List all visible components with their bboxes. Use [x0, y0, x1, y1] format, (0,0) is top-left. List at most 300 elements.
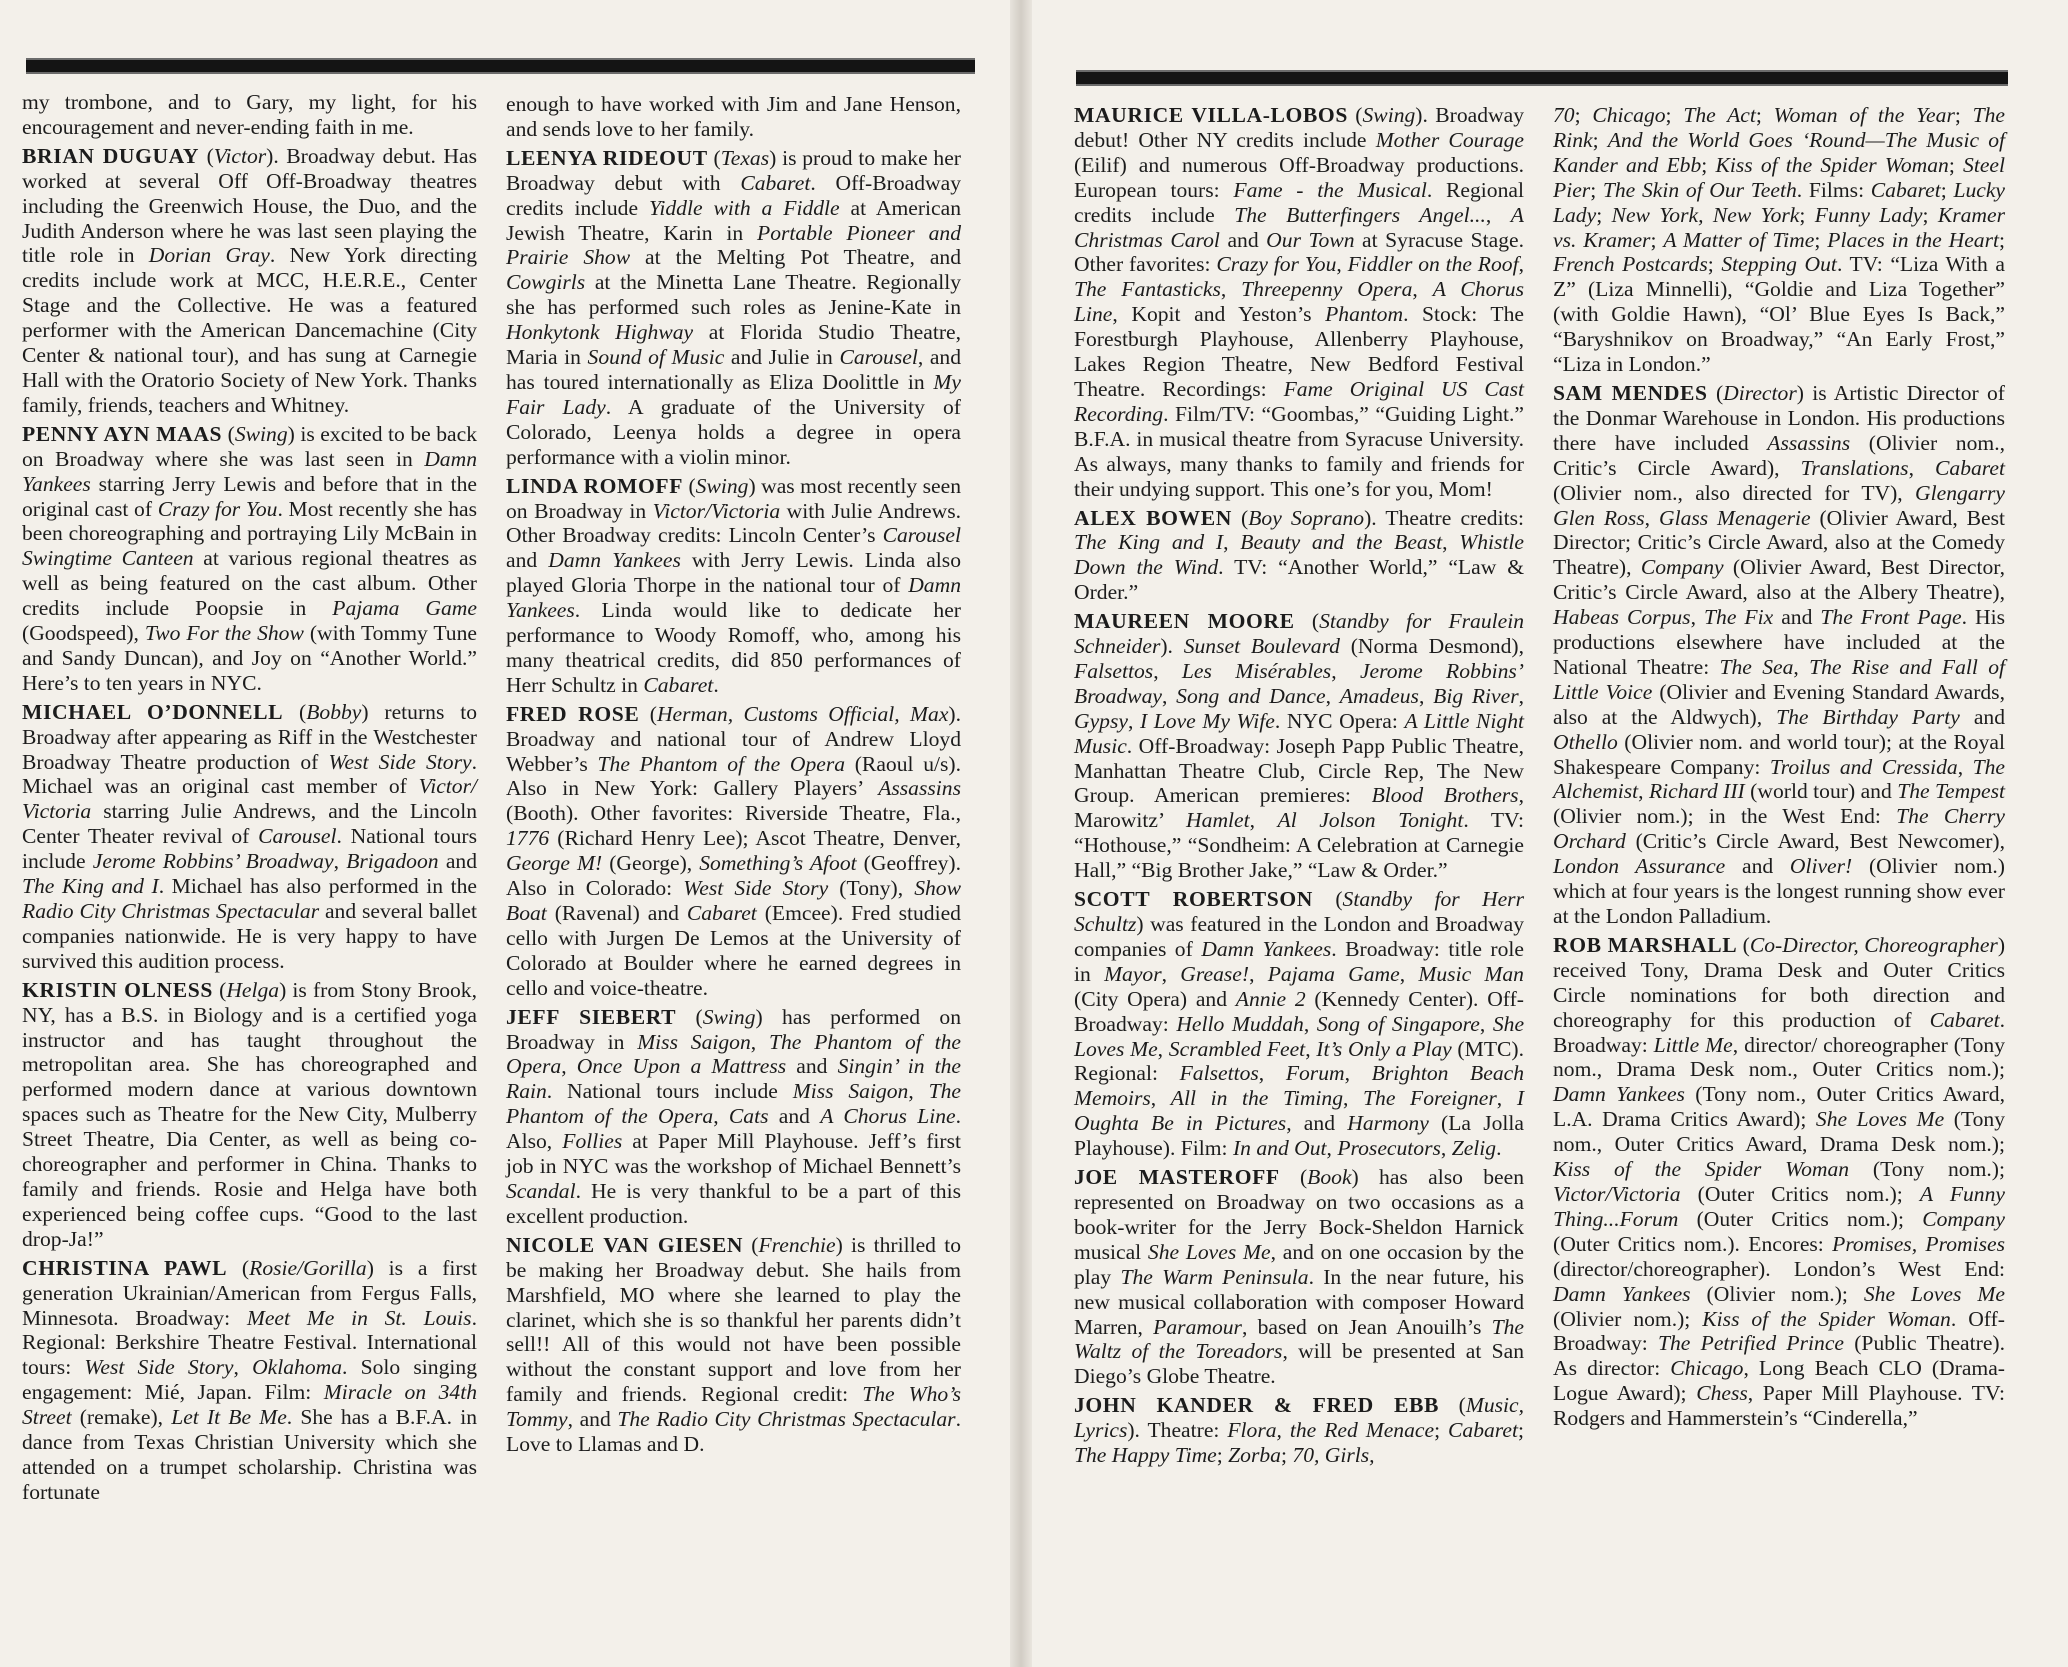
production-title: Fame - the Musical — [1233, 177, 1427, 202]
production-title: Jerome Robbins’ Broadway — [92, 849, 334, 874]
bio-text: , and — [1286, 1111, 1348, 1136]
bio-text: . National tours include — [546, 1079, 793, 1104]
production-title: Yiddle with a Fiddle — [648, 195, 840, 220]
performer-name: JOHN KANDER & FRED EBB — [1074, 1393, 1440, 1418]
bio-text: (Tony), — [828, 876, 915, 901]
bio-text: (Olivier nom.); — [1553, 1306, 1703, 1331]
production-title: A Matter of Time — [1663, 227, 1815, 252]
bio-text: . Michael has also performed in the — [158, 874, 477, 899]
bio-text: (Outer Critics nom.); — [1680, 1181, 1920, 1206]
bio-text: . Love to Llamas and D. — [506, 1407, 961, 1457]
bio-text: . — [1496, 1136, 1502, 1161]
production-title: West Side Story — [84, 1355, 234, 1380]
production-title: Victor/ Victoria — [22, 774, 477, 824]
production-title: Phantom — [1325, 302, 1404, 327]
production-title: Song of Singapore — [1316, 1011, 1480, 1036]
bio-text: (Olivier and Evening Standard Awards, also at the Aldwych), — [1553, 679, 2005, 729]
production-title: Les Misérables — [1181, 658, 1332, 683]
bio-text: , — [1223, 530, 1241, 555]
bio-text: . He is very thankful to be a part of this excellent production. — [506, 1178, 961, 1228]
bio-paragraph — [506, 474, 961, 698]
production-title: Cabaret — [1870, 177, 1941, 202]
production-title: The Act — [1683, 103, 1756, 127]
bio-text: (Ravenal) and — [546, 901, 687, 925]
production-title: The King and I — [22, 874, 159, 899]
production-title: Victor/Victoria — [652, 498, 781, 523]
production-title: Scandal — [506, 1178, 576, 1203]
bio-paragraph — [22, 978, 477, 1252]
production-title: Damn Yankees — [1201, 936, 1332, 961]
bio-text: starring Jerry Lewis and before that in the original cast of — [22, 471, 477, 521]
bio-text: (Olivier nom., Critic’s Circle Award), — [1553, 430, 2005, 480]
bio-text: (Eilif) and numerous Off-Broadway productions. European tours: — [1074, 152, 1524, 202]
bio-text: ; — [1650, 227, 1664, 252]
page-gutter — [1010, 0, 1032, 1667]
production-title: Brighton Beach Memoirs — [1074, 1061, 1525, 1111]
production-title: A Little Night Music — [1074, 708, 1525, 758]
bio-text: , — [1249, 808, 1278, 833]
bio-text: ). — [1160, 634, 1184, 659]
bio-text: and — [1219, 227, 1267, 252]
production-title: Oliver! — [1789, 854, 1853, 879]
bio-text: ) is excited to be back on Broadway where she was last seen in — [22, 421, 477, 471]
performer-name: CHRISTINA PAWL — [22, 1255, 228, 1280]
bio-paragraph — [506, 146, 961, 470]
production-title: Cabaret — [643, 672, 714, 697]
bio-text: (Olivier Award, Best Director, Critic’s Circle Award, also at the Albery Theatre), — [1553, 555, 2005, 605]
bio-paragraph — [1074, 887, 1524, 1161]
production-title: Lucky Lady — [1553, 177, 2005, 227]
performer-name: BRIAN DUGUAY — [22, 143, 200, 168]
production-title: Mayor — [1104, 961, 1162, 986]
production-title: Cabaret — [686, 901, 757, 925]
production-title: Company — [1640, 555, 1724, 580]
production-title: Damn Yankees — [1553, 1281, 1691, 1306]
bio-text: ( — [199, 143, 214, 168]
bio-paragraph — [22, 422, 477, 696]
bio-paragraph — [1074, 103, 1524, 502]
bio-text: , — [1690, 605, 1705, 630]
bio-text: (Olivier nom., also directed for TV), — [1553, 480, 1916, 505]
production-title: The Fix — [1704, 605, 1774, 630]
bio-text: . NYC Opera: — [1274, 708, 1405, 733]
production-title: I Love My Wife — [1139, 708, 1275, 733]
bio-text: (Norma Desmond), — [1339, 634, 1524, 659]
bio-text: at the Melting Pot Theatre, and — [630, 245, 961, 270]
bio-text: ; — [1999, 227, 2006, 252]
bio-text: (with Tommy Tune and Sandy Duncan), and Joy on “Another World.” Here’s to ten years in NYC. — [22, 621, 477, 695]
bio-text: (Kennedy Center). Off-Broadway: — [1074, 986, 1524, 1036]
production-title: All in the Timing — [1170, 1086, 1344, 1111]
bio-text: , — [1485, 202, 1511, 227]
role-name: Bobby — [306, 699, 362, 724]
production-title: Company — [1922, 1206, 2005, 1231]
production-title: Chicago — [1670, 1356, 1744, 1381]
bio-text: and — [1959, 704, 2006, 729]
bio-text: , — [1150, 1086, 1171, 1111]
bio-text: , will be presented at San Diego’s Globe Theatre. — [1074, 1339, 1524, 1389]
bio-paragraph — [22, 1256, 477, 1505]
bio-text: , — [1249, 961, 1268, 986]
production-title: Paramour — [1153, 1314, 1242, 1339]
bio-text: ; — [1592, 127, 1608, 152]
bio-text: , — [1793, 654, 1810, 679]
bio-text: , and on one occasion by the play — [1074, 1239, 1524, 1289]
bio-text: ). Theatre: — [1127, 1418, 1228, 1443]
bio-text: ( — [1439, 1393, 1466, 1418]
bio-text: , — [1418, 683, 1434, 708]
production-title: 70, Girls, — [1292, 1443, 1375, 1468]
bio-text: (Emcee). Fred studied cello with Jurgen De Lemos at the University of Colorado at Boulder where he earned degrees in cello and voice-theatre. — [506, 901, 961, 1000]
bio-text: , and has toured internationally as Eliza Doolittle in — [506, 345, 961, 394]
production-title: Fame Original US Cast Recording — [1074, 376, 1524, 426]
bio-text: . Stock: The Forestburgh Playhouse, Allenberry Playhouse, Lakes Region Theatre, New Bedford Festival Theatre. Recordings: — [1074, 302, 1524, 401]
bio-text: and — [506, 548, 549, 573]
production-title: Let It Be Me — [171, 1405, 287, 1430]
bio-text: , — [1908, 455, 1936, 480]
production-title: The Rise and Fall of Little Voice — [1553, 654, 2006, 704]
bio-text: , — [908, 1079, 929, 1104]
performer-name: LINDA ROMOFF — [506, 473, 684, 498]
bio-text: ). Broadway debut. Has worked at several Off Off-Broadway theatres including the Greenwich House, the Duo, and the Judith Anderson where he was last seen playing the title role in — [22, 143, 477, 268]
production-title: The Cherry Orchard — [1553, 804, 2006, 854]
bio-paragraph — [1553, 381, 2005, 929]
production-title: Falsettos — [1074, 658, 1154, 683]
production-title: She Loves Me — [1147, 1239, 1271, 1264]
production-title: Sound of Music — [587, 345, 725, 370]
bio-text: , Marowitz’ — [1074, 783, 1524, 833]
role-name: Texas — [720, 145, 770, 170]
bio-text: , — [1153, 658, 1182, 683]
bio-text: (Outer Critics nom.); — [1678, 1206, 1923, 1231]
bio-text: (City Opera) and — [1074, 986, 1236, 1011]
production-title: Damn Yankees — [506, 573, 961, 623]
production-title: Victor/Victoria — [1553, 1181, 1681, 1206]
bio-text: , — [1336, 252, 1348, 277]
role-name: Rosie/Gorilla — [249, 1255, 367, 1280]
production-title: The Phantom of the Opera — [506, 1029, 961, 1079]
production-title: The Rink — [1553, 103, 2005, 152]
bio-text: my trombone, and to Gary, my light, for his encouragement and never-ending faith in me. — [22, 90, 477, 139]
bio-text: ; — [1707, 252, 1722, 277]
performer-name: ROB MARSHALL — [1553, 932, 1738, 957]
bio-text: ; — [1518, 1418, 1524, 1443]
bio-text: at the Minetta Lane Theatre. Regionally she has performed such roles as Jenine-Kate in — [506, 270, 961, 320]
bio-text: , — [1518, 252, 1524, 277]
production-title: Singin’ in the Rain — [506, 1054, 961, 1104]
bio-text: ( — [227, 1255, 250, 1280]
performer-name: KRISTIN OLNESS — [22, 977, 213, 1002]
bio-text: , — [1127, 708, 1140, 733]
bio-text: (Critic’s Circle Award, Best Newcomer), — [1625, 829, 2005, 854]
bio-text: ; — [1216, 1443, 1229, 1468]
bio-text: , — [1638, 779, 1649, 804]
role-name: Swing — [234, 421, 288, 446]
bio-paragraph — [22, 700, 477, 974]
production-title: Cabaret — [740, 170, 811, 195]
bio-text: ( — [1313, 887, 1343, 912]
bio-text: , — [1325, 683, 1340, 708]
production-title: Glass Menagerie — [1658, 505, 1811, 530]
bio-text: . — [713, 672, 719, 697]
bio-column-1 — [22, 90, 477, 1509]
production-title: Two For the Show — [144, 621, 304, 646]
production-title: West Side Story — [683, 876, 829, 901]
bio-text: . Regional: Berkshire Theatre Festival. International tours: — [22, 1305, 477, 1380]
bio-text: . Broadway: title role in — [1074, 936, 1524, 986]
role-name: Standby for Fraulein Schneider — [1074, 609, 1525, 659]
production-title: Portable Pioneer and Prairie Show — [506, 220, 961, 270]
role-name: Co-Director, Choreographer — [1749, 932, 1998, 957]
bio-text: , — [1479, 1011, 1493, 1036]
production-title: Falsettos — [1179, 1061, 1259, 1086]
bio-text: . Linda would like to dedicate her performance to Woody Romoff, who, among his many theatrical credits, did 850 performances of Herr Schultz in — [506, 598, 961, 697]
bio-text: (Booth). Other favorites: Riverside Theatre, Fla., — [506, 801, 961, 826]
production-title: In and Out — [1232, 1136, 1327, 1161]
production-title: Stepping Out — [1721, 252, 1837, 277]
bio-text: , — [1442, 530, 1460, 555]
production-title: The Birthday Party — [1776, 704, 1960, 729]
bio-text: . New York directing credits include work at MCC, H.E.R.E., Center Stage and the Collective. He was a featured performer with the American Dancemachine (City Center & national tour), and has sung at Carnegie Hall with the Oratorio Society of New York. Thanks family, friends, teachers and Whitney. — [22, 243, 477, 417]
production-title: Beauty and the Beast — [1240, 530, 1443, 555]
bio-text: , — [713, 1104, 729, 1129]
bio-text: , Long Beach CLO (Drama-Logue Award); — [1553, 1356, 2005, 1406]
production-title: Our Town — [1266, 227, 1355, 252]
production-title: Forum — [1285, 1061, 1345, 1086]
bio-text: , — [1331, 658, 1360, 683]
role-name: Frenchie — [758, 1232, 836, 1257]
bio-text: , and — [567, 1407, 618, 1432]
performer-name: LEENYA RIDEOUT — [506, 145, 708, 170]
production-title: The Petrified Prince — [1658, 1331, 1844, 1356]
bio-paragraph — [1074, 506, 1524, 606]
right-header-rule — [1076, 70, 2008, 86]
bio-text: , — [1518, 683, 1525, 708]
bio-text: ). Broadway and national tour of Andrew Lloyd Webber’s — [506, 701, 961, 776]
production-title: Honkytonk Highway — [506, 320, 694, 345]
production-title: Little Me — [1653, 1032, 1733, 1057]
bio-text: (Olivier nom.) which at four years is the longest running show ever at the London Palladium. — [1553, 854, 2005, 928]
bio-text: . Film/TV: “Goombas,” “Guiding Light.” B.F.A. in musical theatre from Syracuse University. As always, many thanks to family and friends for their undying support. This one’s for you, Mom! — [1074, 401, 1524, 501]
performer-name: JOE MASTEROFF — [1074, 1165, 1280, 1190]
production-title: Chicago — [1592, 103, 1666, 127]
bio-text: (Tony nom., Outer Critics Award, Drama Desk nom.); — [1553, 1107, 2005, 1157]
bio-text: , — [1326, 1136, 1338, 1161]
bio-paragraph — [506, 1233, 961, 1457]
production-title: Flora, the Red Menace — [1227, 1418, 1435, 1443]
production-title: Miss Saigon — [637, 1029, 751, 1054]
bio-text: (world tour) and — [1744, 779, 1898, 804]
performer-name: ALEX BOWEN — [1074, 505, 1232, 530]
production-title: Kiss of the Spider Woman — [1702, 1306, 1951, 1331]
bio-text: ) was most recently seen on Broadway in — [506, 473, 961, 523]
bio-text: with Julie Andrews. Other Broadway credits: Lincoln Center’s — [506, 498, 961, 548]
bio-text: and — [1725, 854, 1790, 879]
production-title: Something’s Afoot — [699, 851, 857, 876]
production-title: The Skin of Our Teeth — [1602, 177, 1797, 202]
role-name: Victor — [213, 143, 267, 168]
production-title: She Loves Me — [1074, 1011, 1525, 1061]
bio-text: ; — [1574, 103, 1593, 127]
bio-text: (La Jolla Playhouse). Film: — [1074, 1111, 1524, 1161]
bio-text: , — [1644, 505, 1659, 530]
bio-text: , Kopit and Yeston’s — [1112, 302, 1326, 327]
bio-text: , — [1161, 683, 1177, 708]
production-title: London Assurance — [1553, 854, 1726, 879]
bio-paragraph — [22, 144, 477, 418]
bio-text: . In the near future, his new musical collaboration with composer Howard Marren, — [1074, 1264, 1525, 1339]
bio-text: ( — [707, 145, 721, 170]
production-title: Promises, Promises — [1832, 1231, 2005, 1256]
production-title: Othello — [1553, 729, 1618, 754]
production-title: Damn Yankees — [1553, 1082, 1685, 1107]
production-title: 1776 — [506, 826, 550, 851]
bio-text: ) is thrilled to be making her Broadway debut. She hails from Marshfield, MO where she learned to play the clarinet, which she is so thankful her parents didn’t sell!! All of this would not have been possible without the constant support and love from her family and friends. Regional credit: — [506, 1232, 961, 1407]
bio-column-4 — [1553, 103, 2005, 1435]
bio-text: ; — [1940, 177, 1954, 202]
production-title: Cats — [728, 1104, 769, 1129]
production-title: Glengarry Glen Ross — [1553, 480, 2005, 530]
performer-name: MAURICE VILLA-LOBOS — [1074, 103, 1348, 127]
bio-paragraph — [1553, 103, 2005, 377]
performer-name: JEFF SIEBERT — [506, 1004, 677, 1029]
production-title: Threepenny Opera — [1241, 277, 1413, 302]
bio-paragraph — [22, 90, 477, 140]
production-title: French Postcards — [1553, 252, 1708, 277]
bio-text: ) returns to Broadway after appearing as Riff in the Westchester Broadway Theatre production of — [22, 699, 477, 774]
role-name: Director — [1723, 380, 1797, 405]
production-title: Swingtime Canteen — [22, 546, 194, 571]
bio-text: ; — [1596, 202, 1612, 227]
performer-name: SCOTT ROBERTSON — [1074, 887, 1313, 912]
production-title: Habeas Corpus — [1553, 605, 1691, 630]
bio-text: (Tony nom.); — [1849, 1157, 2005, 1182]
production-title: Hamlet — [1186, 808, 1250, 833]
bio-text: and — [786, 1054, 838, 1079]
production-title: The Phantom of the Opera — [506, 1079, 962, 1129]
bio-text: and — [768, 1104, 821, 1129]
production-title: The Waltz of the Toreadors — [1074, 1314, 1524, 1364]
bio-text: at American Jewish Theatre, Karin in — [506, 195, 961, 245]
bio-text: . Also, — [506, 1104, 961, 1154]
production-title: The Sea — [1719, 654, 1794, 679]
bio-text: ( — [1737, 932, 1750, 957]
bio-text: ( — [283, 699, 307, 724]
bio-text: (director/choreographer). London’s West End: — [1553, 1256, 2005, 1281]
bio-text: (remake), — [71, 1405, 172, 1430]
bio-text: , — [1303, 1011, 1317, 1036]
production-title: Chess — [1696, 1381, 1748, 1406]
bio-text: ; — [1814, 227, 1828, 252]
role-name: Standby for Herr Schultz — [1074, 887, 1524, 936]
bio-paragraph — [1074, 1165, 1524, 1389]
role-name: Boy Soprano — [1248, 505, 1365, 530]
production-title: The Butterfingers Angel... — [1234, 202, 1486, 227]
production-title: Crazy for You — [157, 496, 278, 521]
bio-text: . Michael was an original cast member of — [22, 749, 477, 799]
production-title: A Funny Thing...Forum — [1553, 1181, 2005, 1231]
bio-paragraph — [1074, 1393, 1524, 1468]
production-title: Amadeus — [1339, 683, 1419, 708]
production-title: Carousel — [882, 523, 961, 548]
production-title: Grease! — [1180, 961, 1250, 986]
production-title: 70 — [1553, 103, 1575, 127]
performer-name: MICHAEL O’DONNELL — [22, 699, 284, 724]
production-title: Miracle on 34th Street — [22, 1380, 478, 1430]
bio-text: , — [1220, 277, 1242, 302]
bio-text: . Off-Broadway: Joseph Papp Public Theatre, Manhattan Theatre Club, Circle Rep, The New Group. American premieres: — [1074, 733, 1524, 808]
production-title: Song and Dance — [1176, 683, 1326, 708]
role-name: Music, Lyrics — [1074, 1393, 1524, 1443]
production-title: Assassins — [1767, 430, 1851, 455]
bio-text: . A graduate of the University of Colorado, Leenya holds a degree in opera performance with a violin minor. — [506, 394, 961, 469]
production-title: Pajama Game — [1267, 961, 1400, 986]
production-title: Brigadoon — [346, 849, 439, 874]
left-header-rule — [26, 58, 975, 74]
bio-text: (Olivier nom.); in the West End: — [1553, 804, 1897, 829]
production-title: Dorian Gray — [148, 243, 270, 268]
bio-text: ) is a first generation Ukrainian/American from Fergus Falls, Minnesota. Broadway: — [22, 1255, 477, 1330]
bio-text: . TV: “Another World,” “Law & Order.” — [1074, 555, 1524, 605]
bio-text: ). Theatre credits: — [1364, 505, 1525, 530]
bio-text: , — [1496, 1086, 1517, 1111]
bio-text: . Broadway: — [1553, 1007, 2005, 1057]
production-title: Cowgirls — [506, 270, 586, 295]
bio-column-2 — [506, 92, 961, 1461]
bio-text: . TV: “Hothouse,” “Sondheim: A Celebration at Carnegie Hall,” “Big Brother Jake,” “Law & Order.” — [1074, 808, 1525, 883]
production-title: Meet Me in St. Louis — [246, 1305, 472, 1330]
bio-text: ( — [1279, 1165, 1308, 1190]
production-title: Zelig — [1451, 1136, 1497, 1161]
production-title: Richard III — [1648, 779, 1745, 804]
bio-paragraph — [506, 1005, 961, 1229]
production-title: Big River — [1433, 683, 1519, 708]
bio-text: ; — [1701, 152, 1716, 177]
bio-text: , — [1399, 961, 1419, 986]
bio-text: , — [1957, 754, 1973, 779]
production-title: I Oughta Be in Pictures — [1074, 1086, 1525, 1136]
production-title: Damn Yankees — [22, 446, 477, 496]
bio-text: (Olivier Award, Best Director; Critic’s Circle Award, also at the Comedy Theatre), — [1553, 505, 2005, 580]
bio-text: ; — [1755, 103, 1774, 127]
production-title: Kramer vs. Kramer — [1553, 202, 2005, 252]
production-title: The Radio City Christmas Spectacular — [617, 1407, 956, 1432]
bio-text: , — [1344, 1061, 1372, 1086]
bio-text: . His productions elsewhere have included at the National Theatre: — [1553, 605, 2005, 679]
bio-text: . Off-Broadway credits include — [506, 170, 961, 220]
production-title: And the World Goes ‘Round—The Music of Kander and Ebb — [1553, 127, 2005, 177]
bio-text: . Most recently she has been choreographing and portraying Lily McBain in — [22, 496, 477, 546]
bio-text: , — [1440, 1136, 1452, 1161]
production-title: Mother Courage — [1375, 127, 1525, 152]
bio-text: ( — [639, 701, 657, 726]
bio-text: ; — [1799, 202, 1815, 227]
bio-text: at various regional theatres as well as being featured on the cast album. Other credits include Poopsie in — [22, 546, 477, 621]
production-title: She Loves Me — [1815, 1107, 1945, 1132]
bio-text: (Public Theatre). As director: — [1553, 1331, 2005, 1381]
bio-text: . National tours include — [22, 824, 477, 874]
bio-text: ( — [1347, 103, 1363, 127]
role-name: Swing — [695, 473, 749, 498]
bio-text: enough to have worked with Jim and Jane Henson, and sends love to her family. — [506, 92, 961, 141]
bio-text: , — [1161, 961, 1181, 986]
bio-text: ) is from Stony Brook, NY, has a B.S. in Biology and is a certified yoga instructor and has taught throughout the metropolitan area. She has choreographed and performed modern dance at various downtown spaces such as Theatre for the New City, Mulberry Street Theatre, Dia Center, as well as being co-choreographer and performer in China. Thanks to family and friends. Rosie and Helga have both experienced being coffee cups. “Good to the last drop-Ja!” — [22, 977, 478, 1251]
bio-text: (Outer Critics nom.). Encores: — [1553, 1231, 1833, 1256]
production-title: Cabaret — [1448, 1418, 1518, 1443]
production-title: Funny Lady — [1814, 202, 1923, 227]
bio-text: ) is Artistic Director of the Donmar Warehouse in London. His productions there have included — [1553, 380, 2005, 455]
bio-paragraph — [506, 702, 961, 1001]
